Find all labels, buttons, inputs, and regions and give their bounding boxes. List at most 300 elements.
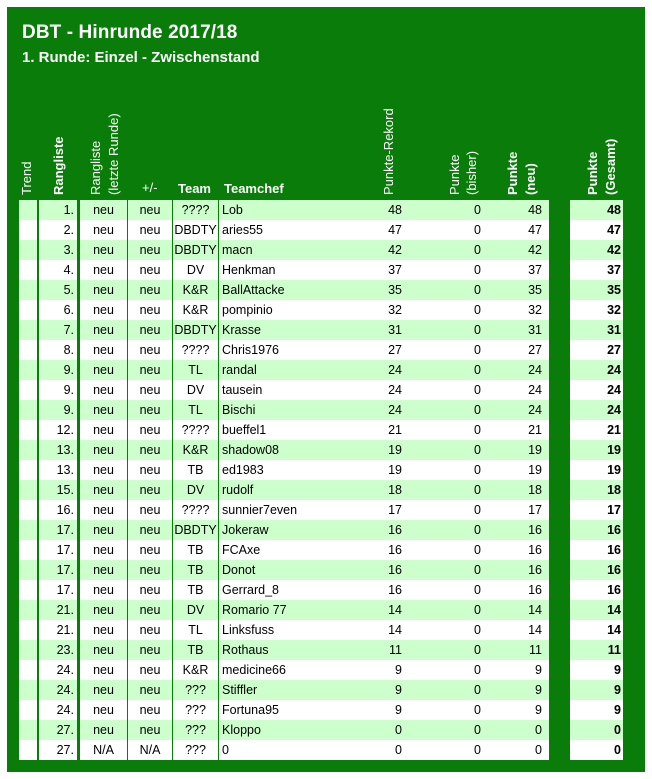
- cell-rank: 17.: [39, 580, 77, 600]
- cell-neu: 37: [486, 260, 549, 280]
- cell-trend: [19, 360, 37, 380]
- cell-pm: neu: [128, 700, 172, 720]
- header-gesamt-2: (Gesamt): [603, 138, 618, 195]
- cell-team: ????: [172, 420, 219, 440]
- cell-trend: [19, 660, 37, 680]
- cell-neu: 11: [486, 640, 549, 660]
- cell-gesamt: 24: [570, 400, 623, 420]
- cell-pm: neu: [128, 560, 172, 580]
- cell-pm: neu: [128, 280, 172, 300]
- cell-rekord: 9: [366, 680, 407, 700]
- cell-pm: neu: [128, 440, 172, 460]
- cell-trend: [19, 720, 37, 740]
- cell-pm: neu: [128, 660, 172, 680]
- table-row: [0, 480, 652, 500]
- cell-rank: 17.: [39, 520, 77, 540]
- cell-trend: [19, 320, 37, 340]
- cell-neu: 14: [486, 620, 549, 640]
- cell-gesamt: 16: [570, 560, 623, 580]
- cell-prev: neu: [80, 500, 128, 520]
- table-row: [0, 520, 652, 540]
- cell-bisher: 0: [407, 520, 486, 540]
- table-row: [0, 740, 652, 760]
- page-subtitle: 1. Runde: Einzel - Zwischenstand: [22, 49, 260, 66]
- cell-team: DV: [172, 600, 219, 620]
- cell-neu: 24: [486, 400, 549, 420]
- cell-prev: neu: [80, 660, 128, 680]
- cell-trend: [19, 340, 37, 360]
- cell-chief: sunnier7even: [219, 500, 366, 520]
- cell-rekord: 37: [366, 260, 407, 280]
- cell-pm: neu: [128, 540, 172, 560]
- cell-neu: 9: [486, 700, 549, 720]
- cell-team: DV: [172, 260, 219, 280]
- cell-bisher: 0: [407, 400, 486, 420]
- cell-neu: 16: [486, 560, 549, 580]
- cell-chief: 0: [219, 740, 366, 760]
- cell-prev: neu: [80, 460, 128, 480]
- cell-neu: 42: [486, 240, 549, 260]
- cell-gesamt: 24: [570, 380, 623, 400]
- cell-chief: BallAttacke: [219, 280, 366, 300]
- cell-team: K&R: [172, 440, 219, 460]
- cell-bisher: 0: [407, 620, 486, 640]
- cell-team: TB: [172, 580, 219, 600]
- cell-pm: N/A: [128, 740, 172, 760]
- cell-prev: N/A: [80, 740, 128, 760]
- cell-team: ???: [172, 680, 219, 700]
- table-row: [0, 220, 652, 240]
- cell-trend: [19, 380, 37, 400]
- cell-rekord: 0: [366, 740, 407, 760]
- cell-rekord: 21: [366, 420, 407, 440]
- cell-prev: neu: [80, 620, 128, 640]
- cell-prev: neu: [80, 300, 128, 320]
- cell-rank: 13.: [39, 460, 77, 480]
- cell-team: DBDTY: [172, 320, 219, 340]
- cell-chief: Linksfuss: [219, 620, 366, 640]
- table-row: [0, 720, 652, 740]
- cell-rank: 17.: [39, 540, 77, 560]
- cell-prev: neu: [80, 580, 128, 600]
- cell-rank: 8.: [39, 340, 77, 360]
- table-row: [0, 280, 652, 300]
- cell-chief: Fortuna95: [219, 700, 366, 720]
- cell-gesamt: 17: [570, 500, 623, 520]
- cell-pm: neu: [128, 720, 172, 740]
- cell-neu: 9: [486, 660, 549, 680]
- cell-bisher: 0: [407, 440, 486, 460]
- cell-rekord: 32: [366, 300, 407, 320]
- table-row: [0, 500, 652, 520]
- cell-chief: Chris1976: [219, 340, 366, 360]
- cell-rekord: 18: [366, 480, 407, 500]
- cell-prev: neu: [80, 320, 128, 340]
- cell-bisher: 0: [407, 260, 486, 280]
- cell-neu: 14: [486, 600, 549, 620]
- cell-rank: 4.: [39, 260, 77, 280]
- cell-trend: [19, 500, 37, 520]
- cell-chief: ed1983: [219, 460, 366, 480]
- cell-trend: [19, 440, 37, 460]
- cell-rank: 6.: [39, 300, 77, 320]
- cell-prev: neu: [80, 340, 128, 360]
- cell-prev: neu: [80, 400, 128, 420]
- cell-gesamt: 21: [570, 420, 623, 440]
- cell-pm: neu: [128, 620, 172, 640]
- cell-rekord: 14: [366, 600, 407, 620]
- table-row: [0, 340, 652, 360]
- cell-trend: [19, 200, 37, 220]
- cell-rank: 13.: [39, 440, 77, 460]
- table-row: [0, 460, 652, 480]
- cell-gesamt: 14: [570, 600, 623, 620]
- cell-pm: neu: [128, 500, 172, 520]
- cell-rank: 5.: [39, 280, 77, 300]
- cell-rank: 3.: [39, 240, 77, 260]
- cell-team: DBDTY: [172, 240, 219, 260]
- cell-chief: bueffel1: [219, 420, 366, 440]
- cell-pm: neu: [128, 640, 172, 660]
- cell-rank: 27.: [39, 740, 77, 760]
- cell-neu: 32: [486, 300, 549, 320]
- cell-rank: 24.: [39, 700, 77, 720]
- cell-neu: 18: [486, 480, 549, 500]
- cell-gesamt: 24: [570, 360, 623, 380]
- cell-prev: neu: [80, 260, 128, 280]
- cell-rekord: 16: [366, 560, 407, 580]
- cell-team: ???: [172, 720, 219, 740]
- cell-rank: 23.: [39, 640, 77, 660]
- cell-rekord: 9: [366, 700, 407, 720]
- table-row: [0, 700, 652, 720]
- cell-neu: 9: [486, 680, 549, 700]
- table-row: [0, 260, 652, 280]
- cell-chief: Stiffler: [219, 680, 366, 700]
- table-row: [0, 320, 652, 340]
- cell-gesamt: 16: [570, 520, 623, 540]
- cell-pm: neu: [128, 580, 172, 600]
- cell-trend: [19, 680, 37, 700]
- cell-team: DV: [172, 480, 219, 500]
- cell-prev: neu: [80, 240, 128, 260]
- cell-rekord: 19: [366, 440, 407, 460]
- cell-rank: 21.: [39, 620, 77, 640]
- cell-rekord: 35: [366, 280, 407, 300]
- header-trend: Trend: [19, 161, 34, 195]
- cell-rekord: 31: [366, 320, 407, 340]
- header-neu-1: Punkte: [505, 151, 520, 195]
- cell-neu: 0: [486, 740, 549, 760]
- cell-pm: neu: [128, 600, 172, 620]
- cell-bisher: 0: [407, 220, 486, 240]
- cell-team: DV: [172, 380, 219, 400]
- cell-gesamt: 9: [570, 680, 623, 700]
- cell-bisher: 0: [407, 360, 486, 380]
- cell-chief: Gerrard_8: [219, 580, 366, 600]
- table-row: [0, 300, 652, 320]
- cell-bisher: 0: [407, 340, 486, 360]
- cell-chief: FCAxe: [219, 540, 366, 560]
- cell-trend: [19, 460, 37, 480]
- cell-chief: Romario 77: [219, 600, 366, 620]
- cell-trend: [19, 560, 37, 580]
- table-row: [0, 640, 652, 660]
- cell-chief: Henkman: [219, 260, 366, 280]
- cell-gesamt: 37: [570, 260, 623, 280]
- cell-chief: Donot: [219, 560, 366, 580]
- cell-trend: [19, 600, 37, 620]
- cell-team: K&R: [172, 280, 219, 300]
- cell-bisher: 0: [407, 700, 486, 720]
- table-row: [0, 240, 652, 260]
- cell-chief: Bischi: [219, 400, 366, 420]
- cell-rank: 2.: [39, 220, 77, 240]
- table-row: [0, 540, 652, 560]
- cell-team: ????: [172, 200, 219, 220]
- header-rekord: Punkte-Rekord: [381, 108, 396, 195]
- cell-pm: neu: [128, 420, 172, 440]
- cell-rank: 16.: [39, 500, 77, 520]
- cell-rank: 1.: [39, 200, 77, 220]
- cell-trend: [19, 700, 37, 720]
- cell-bisher: 0: [407, 380, 486, 400]
- cell-trend: [19, 220, 37, 240]
- table-row: [0, 200, 652, 220]
- cell-neu: 17: [486, 500, 549, 520]
- table-row: [0, 680, 652, 700]
- cell-prev: neu: [80, 720, 128, 740]
- cell-gesamt: 47: [570, 220, 623, 240]
- cell-trend: [19, 240, 37, 260]
- cell-gesamt: 48: [570, 200, 623, 220]
- cell-pm: neu: [128, 260, 172, 280]
- cell-bisher: 0: [407, 300, 486, 320]
- cell-pm: neu: [128, 340, 172, 360]
- cell-gesamt: 9: [570, 700, 623, 720]
- cell-neu: 24: [486, 360, 549, 380]
- cell-trend: [19, 640, 37, 660]
- cell-pm: neu: [128, 520, 172, 540]
- cell-bisher: 0: [407, 420, 486, 440]
- cell-pm: neu: [128, 240, 172, 260]
- cell-prev: neu: [80, 540, 128, 560]
- cell-rekord: 24: [366, 400, 407, 420]
- cell-bisher: 0: [407, 200, 486, 220]
- cell-chief: Rothaus: [219, 640, 366, 660]
- cell-team: TB: [172, 460, 219, 480]
- cell-trend: [19, 480, 37, 500]
- cell-trend: [19, 300, 37, 320]
- cell-bisher: 0: [407, 640, 486, 660]
- cell-gesamt: 16: [570, 540, 623, 560]
- cell-gesamt: 19: [570, 440, 623, 460]
- cell-prev: neu: [80, 520, 128, 540]
- cell-neu: 31: [486, 320, 549, 340]
- cell-gesamt: 0: [570, 720, 623, 740]
- cell-team: ????: [172, 500, 219, 520]
- table-row: [0, 440, 652, 460]
- cell-gesamt: 27: [570, 340, 623, 360]
- cell-pm: neu: [128, 220, 172, 240]
- cell-rekord: 48: [366, 200, 407, 220]
- cell-pm: neu: [128, 200, 172, 220]
- cell-rank: 27.: [39, 720, 77, 740]
- table-row: [0, 660, 652, 680]
- cell-bisher: 0: [407, 680, 486, 700]
- cell-gesamt: 18: [570, 480, 623, 500]
- cell-rank: 21.: [39, 600, 77, 620]
- cell-gesamt: 16: [570, 580, 623, 600]
- cell-bisher: 0: [407, 500, 486, 520]
- cell-neu: 21: [486, 420, 549, 440]
- cell-chief: Kloppo: [219, 720, 366, 740]
- header-rangliste-prev-2: (letzte Runde): [106, 113, 121, 195]
- table-row: [0, 400, 652, 420]
- cell-team: TL: [172, 620, 219, 640]
- cell-bisher: 0: [407, 320, 486, 340]
- table-row: [0, 600, 652, 620]
- cell-bisher: 0: [407, 720, 486, 740]
- header-plusminus: +/-: [142, 180, 158, 195]
- cell-prev: neu: [80, 360, 128, 380]
- cell-prev: neu: [80, 600, 128, 620]
- cell-bisher: 0: [407, 600, 486, 620]
- cell-trend: [19, 540, 37, 560]
- cell-neu: 16: [486, 540, 549, 560]
- cell-prev: neu: [80, 220, 128, 240]
- cell-prev: neu: [80, 440, 128, 460]
- cell-chief: macn: [219, 240, 366, 260]
- page-title: DBT - Hinrunde 2017/18: [22, 22, 238, 43]
- cell-prev: neu: [80, 560, 128, 580]
- cell-team: TL: [172, 360, 219, 380]
- cell-prev: neu: [80, 680, 128, 700]
- cell-rank: 12.: [39, 420, 77, 440]
- cell-gesamt: 35: [570, 280, 623, 300]
- cell-prev: neu: [80, 420, 128, 440]
- table-row: [0, 360, 652, 380]
- cell-rekord: 16: [366, 540, 407, 560]
- cell-team: DBDTY: [172, 220, 219, 240]
- cell-pm: neu: [128, 480, 172, 500]
- cell-trend: [19, 520, 37, 540]
- cell-team: TB: [172, 640, 219, 660]
- cell-rank: 9.: [39, 360, 77, 380]
- cell-trend: [19, 400, 37, 420]
- cell-bisher: 0: [407, 240, 486, 260]
- cell-prev: neu: [80, 380, 128, 400]
- cell-prev: neu: [80, 280, 128, 300]
- cell-prev: neu: [80, 700, 128, 720]
- cell-pm: neu: [128, 400, 172, 420]
- cell-rank: 9.: [39, 380, 77, 400]
- cell-neu: 16: [486, 520, 549, 540]
- table-row: [0, 620, 652, 640]
- cell-neu: 35: [486, 280, 549, 300]
- cell-bisher: 0: [407, 540, 486, 560]
- cell-rank: 24.: [39, 660, 77, 680]
- cell-gesamt: 9: [570, 660, 623, 680]
- cell-rekord: 9: [366, 660, 407, 680]
- cell-team: TL: [172, 400, 219, 420]
- cell-neu: 19: [486, 440, 549, 460]
- cell-rekord: 24: [366, 360, 407, 380]
- cell-chief: medicine66: [219, 660, 366, 680]
- cell-team: ???: [172, 740, 219, 760]
- cell-prev: neu: [80, 200, 128, 220]
- table-row: [0, 420, 652, 440]
- cell-team: DBDTY: [172, 520, 219, 540]
- cell-rekord: 16: [366, 520, 407, 540]
- cell-rekord: 42: [366, 240, 407, 260]
- cell-neu: 48: [486, 200, 549, 220]
- cell-bisher: 0: [407, 280, 486, 300]
- cell-rekord: 17: [366, 500, 407, 520]
- cell-rank: 24.: [39, 680, 77, 700]
- header-rangliste-prev-1: Rangliste: [88, 140, 103, 195]
- cell-trend: [19, 280, 37, 300]
- cell-gesamt: 31: [570, 320, 623, 340]
- cell-gesamt: 11: [570, 640, 623, 660]
- cell-neu: 0: [486, 720, 549, 740]
- cell-pm: neu: [128, 320, 172, 340]
- cell-gesamt: 19: [570, 460, 623, 480]
- cell-rekord: 47: [366, 220, 407, 240]
- cell-bisher: 0: [407, 460, 486, 480]
- cell-gesamt: 32: [570, 300, 623, 320]
- cell-chief: tausein: [219, 380, 366, 400]
- cell-neu: 19: [486, 460, 549, 480]
- cell-rekord: 24: [366, 380, 407, 400]
- cell-rank: 9.: [39, 400, 77, 420]
- cell-neu: 27: [486, 340, 549, 360]
- cell-bisher: 0: [407, 560, 486, 580]
- cell-team: K&R: [172, 300, 219, 320]
- cell-rekord: 11: [366, 640, 407, 660]
- header-bisher-2: (bisher): [464, 150, 479, 195]
- cell-chief: Jokeraw: [219, 520, 366, 540]
- cell-chief: pompinio: [219, 300, 366, 320]
- cell-team: ????: [172, 340, 219, 360]
- cell-rekord: 14: [366, 620, 407, 640]
- table-row: [0, 560, 652, 580]
- cell-bisher: 0: [407, 660, 486, 680]
- header-gesamt-1: Punkte: [585, 151, 600, 195]
- cell-pm: neu: [128, 680, 172, 700]
- cell-trend: [19, 580, 37, 600]
- cell-chief: rudolf: [219, 480, 366, 500]
- cell-chief: shadow08: [219, 440, 366, 460]
- cell-chief: Lob: [219, 200, 366, 220]
- cell-bisher: 0: [407, 740, 486, 760]
- cell-rank: 15.: [39, 480, 77, 500]
- header-neu-2: (neu): [523, 163, 538, 195]
- cell-pm: neu: [128, 460, 172, 480]
- cell-prev: neu: [80, 640, 128, 660]
- cell-neu: 47: [486, 220, 549, 240]
- cell-trend: [19, 420, 37, 440]
- cell-rank: 7.: [39, 320, 77, 340]
- table-row: [0, 580, 652, 600]
- cell-pm: neu: [128, 300, 172, 320]
- cell-bisher: 0: [407, 580, 486, 600]
- cell-pm: neu: [128, 360, 172, 380]
- cell-rank: 17.: [39, 560, 77, 580]
- cell-trend: [19, 260, 37, 280]
- cell-rekord: 0: [366, 720, 407, 740]
- header-rangliste: Rangliste: [51, 136, 66, 195]
